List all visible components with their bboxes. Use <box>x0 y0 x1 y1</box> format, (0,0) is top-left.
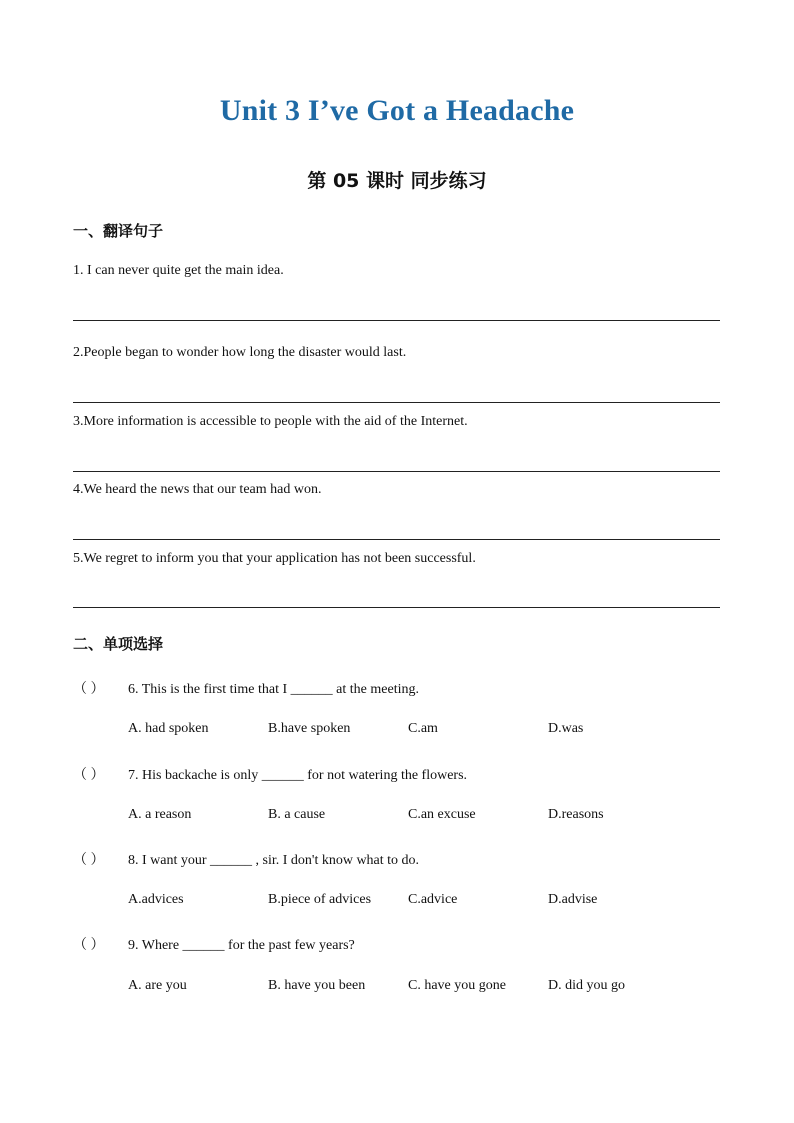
question-9 <box>73 934 355 954</box>
options-9 <box>128 978 688 996</box>
answer-bracket: （ ） <box>73 938 105 953</box>
option-c: C.an excuse <box>408 807 476 822</box>
translate-sentence-1: 1. I can never quite get the main idea. <box>73 263 284 278</box>
answer-bracket: （ ） <box>73 682 105 697</box>
question-text: 6. This is the first time that I ______ at the meeting. <box>128 682 419 697</box>
option-a: A. are you <box>128 978 187 993</box>
option-c: C. have you gone <box>408 978 506 993</box>
translate-sentence-4: 4.We heard the news that our team had won. <box>73 482 322 497</box>
option-d: D. did you go <box>548 978 625 993</box>
option-b: B.have spoken <box>268 721 351 736</box>
question-text: 8. I want your ______ , sir. I don't know what to do. <box>128 853 420 868</box>
option-a: A.advices <box>128 892 184 907</box>
options-8 <box>128 892 688 910</box>
option-d: D.was <box>548 721 584 736</box>
answer-line-4 <box>73 539 720 540</box>
question-6 <box>73 678 419 698</box>
section-heading-choice: 二、单项选择 <box>73 635 164 653</box>
answer-line-2 <box>73 402 720 403</box>
option-b: B. a cause <box>268 807 326 822</box>
answer-line-3 <box>73 471 720 472</box>
option-c: C.advice <box>408 892 458 907</box>
question-7 <box>73 764 467 784</box>
option-a: A. a reason <box>128 807 192 822</box>
answer-bracket: （ ） <box>73 768 105 783</box>
question-text: 9. Where ______ for the past few years? <box>128 938 355 953</box>
option-d: D.reasons <box>548 807 604 822</box>
answer-line-1 <box>73 320 720 321</box>
option-a: A. had spoken <box>128 721 209 736</box>
translate-sentence-3: 3.More information is accessible to people with the aid of the Internet. <box>73 414 468 429</box>
answer-bracket: （ ） <box>73 853 105 868</box>
options-6 <box>128 721 688 739</box>
answer-line-5 <box>73 607 720 608</box>
option-d: D.advise <box>548 892 598 907</box>
option-b: B. have you been <box>268 978 366 993</box>
question-text: 7. His backache is only ______ for not watering the flowers. <box>128 768 468 783</box>
translate-sentence-2: 2.People began to wonder how long the disaster would last. <box>73 345 407 360</box>
question-8 <box>73 849 419 869</box>
options-7 <box>128 807 688 825</box>
option-c: C.am <box>408 721 438 736</box>
page-subtitle: 第 05 课时 同步练习 <box>307 170 487 192</box>
page-title: Unit 3 I’ve Got a Headache <box>219 94 575 127</box>
translate-sentence-5: 5.We regret to inform you that your application has not been successful. <box>73 551 476 566</box>
option-b: B.piece of advices <box>268 892 372 907</box>
section-heading-translate: 一、翻译句子 <box>73 222 164 240</box>
